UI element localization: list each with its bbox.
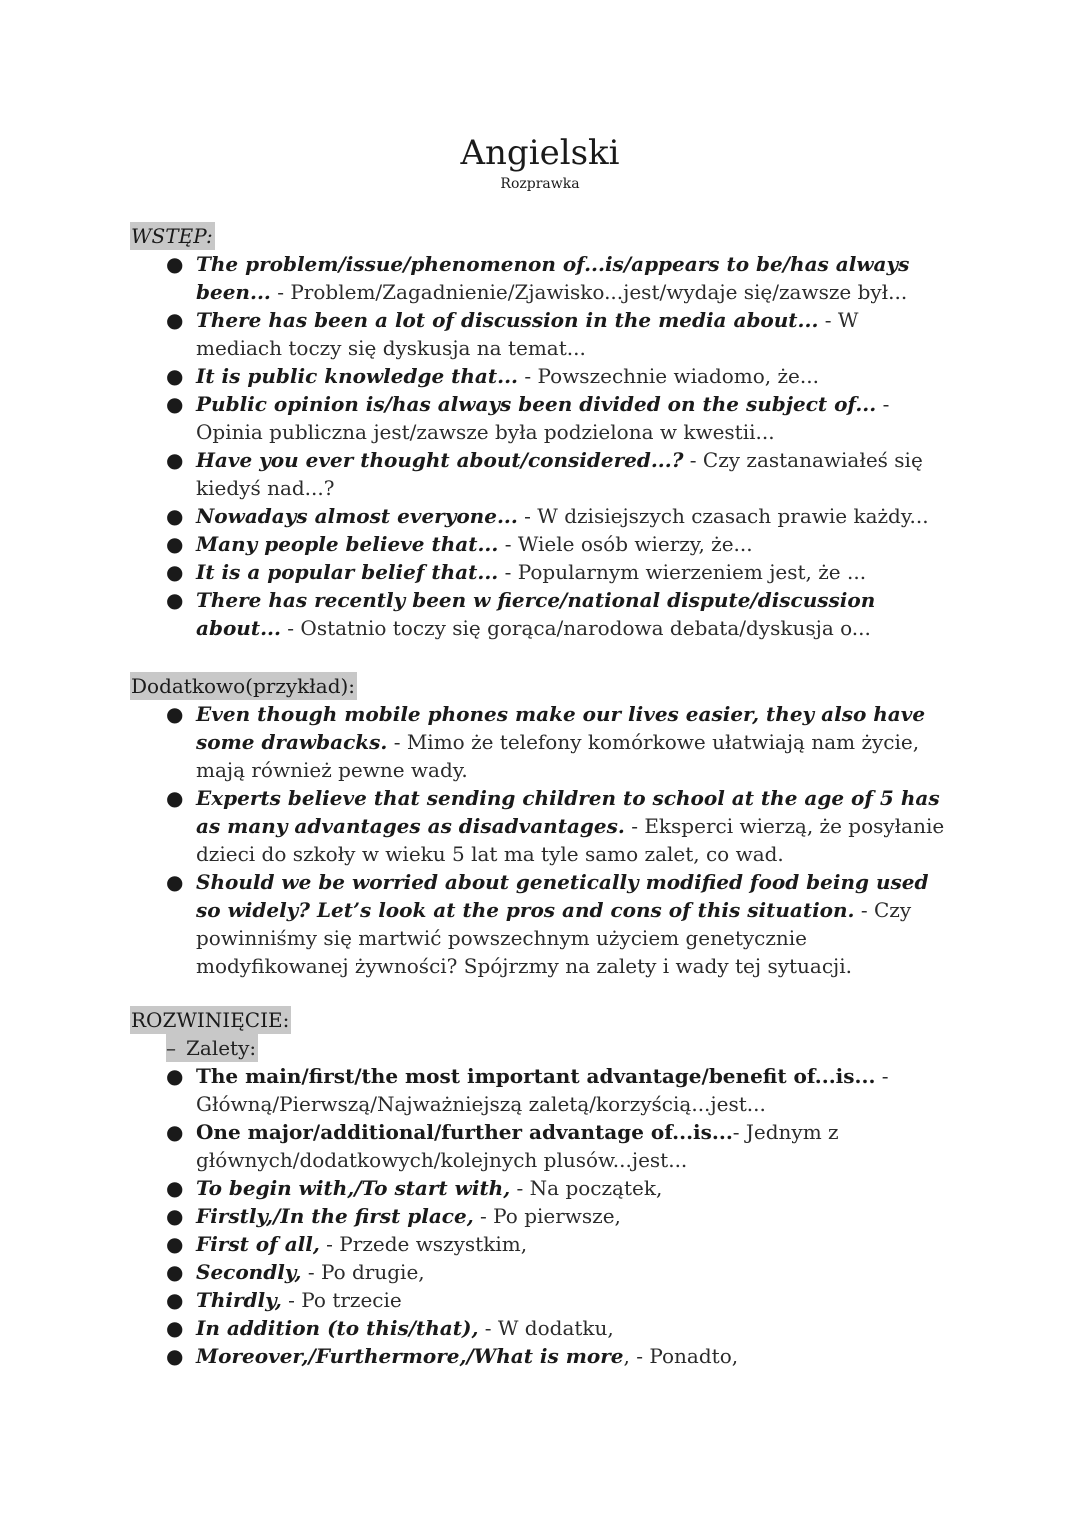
- bullet-icon: ●: [166, 1260, 184, 1284]
- subheading-label: Zalety:: [186, 1036, 257, 1060]
- english-phrase: Experts believe that sending children to school at the age of 5 has as many advantages as disadvantages.: [196, 786, 940, 838]
- bullet-icon: ●: [166, 560, 184, 584]
- bullet-icon: ●: [166, 870, 184, 894]
- polish-translation: - W dzisiejszych czasach prawie każdy...: [517, 504, 929, 528]
- list-item: [130, 558, 950, 586]
- english-phrase: The main/first/the most important advantage/benefit of...is...: [196, 1064, 876, 1088]
- polish-translation: - Ostatnio toczy się gorąca/narodowa debata/dyskusja o...: [280, 616, 871, 640]
- bullet-icon: ●: [166, 532, 184, 556]
- document-title: Angielski: [460, 133, 620, 173]
- bullet-icon: ●: [166, 1064, 184, 1088]
- bullet-icon: ●: [166, 1288, 184, 1312]
- english-phrase: Even though mobile phones make our lives easier, they also have some drawbacks.: [196, 702, 926, 754]
- bullet-icon: ●: [166, 786, 184, 810]
- list-item: [130, 1258, 950, 1286]
- phrase-list: [130, 250, 950, 642]
- list-item: [130, 390, 950, 446]
- bullet-icon: ●: [166, 1344, 184, 1368]
- english-phrase: Should we be worried about genetically modified food being used so widely? Let’s look at the pros and cons of this situation.: [196, 870, 929, 922]
- bullet-icon: ●: [166, 364, 184, 388]
- list-item: [130, 1062, 950, 1118]
- bullet-icon: ●: [166, 702, 184, 726]
- bullet-icon: ●: [166, 1176, 184, 1200]
- dash-marker: –: [166, 1036, 176, 1060]
- list-item: [130, 1202, 950, 1230]
- polish-translation: - Wiele osób wierzy, że...: [498, 532, 753, 556]
- list-item: [130, 446, 950, 502]
- bullet-icon: ●: [166, 504, 184, 528]
- polish-translation: - Problem/Zagadnienie/Zjawisko...jest/wydaje się/zawsze był...: [270, 280, 908, 304]
- english-phrase: There has been a lot of discussion in the media about...: [196, 308, 819, 332]
- english-phrase: Secondly,: [196, 1260, 302, 1284]
- english-phrase: There has recently been w fierce/national dispute/discussion about...: [196, 588, 876, 640]
- section-heading: Dodatkowo(przykład):: [131, 674, 356, 698]
- section-intro: [130, 222, 950, 642]
- english-phrase: Moreover,/Furthermore,/What is more: [196, 1344, 624, 1368]
- english-phrase: Firstly,/In the first place,: [196, 1204, 474, 1228]
- section-heading: ROZWINIĘCIE:: [131, 1008, 290, 1032]
- polish-translation: - Mimo że telefony komórkowe ułatwiają nam życie, mają również pewne wady.: [196, 730, 920, 782]
- polish-translation: - Czy zastanawiałeś się kiedyś nad...?: [196, 448, 923, 500]
- section-examples: [130, 672, 950, 980]
- english-phrase: It is public knowledge that...: [196, 364, 519, 388]
- example-list: [130, 700, 950, 980]
- bullet-icon: ●: [166, 1316, 184, 1340]
- polish-translation: - Powszechnie wiadomo, że...: [518, 364, 819, 388]
- section-heading: WSTĘP:: [131, 224, 213, 248]
- polish-translation: - Po drugie,: [301, 1260, 425, 1284]
- bullet-icon: ●: [166, 1232, 184, 1256]
- bullet-icon: ●: [166, 448, 184, 472]
- list-item: [130, 1230, 950, 1258]
- english-phrase: Have you ever thought about/considered...?: [196, 448, 684, 472]
- polish-translation: , - Ponadto,: [623, 1344, 739, 1368]
- list-item: [130, 502, 950, 530]
- polish-translation: - Główną/Pierwszą/Najważniejszą zaletą/korzyścią...jest...: [196, 1064, 889, 1116]
- english-phrase: It is a popular belief that...: [196, 560, 499, 584]
- list-item: [130, 1286, 950, 1314]
- bullet-icon: ●: [166, 588, 184, 612]
- polish-translation: - Czy powinniśmy się martwić powszechnym użyciem genetycznie modyfikowanej żywności? Spójrzmy na zalety i wady tej sytuacji.: [196, 898, 912, 978]
- english-phrase: Thirdly,: [196, 1288, 282, 1312]
- english-phrase: Public opinion is/has always been divided on the subject of...: [196, 392, 877, 416]
- list-item: [130, 586, 950, 642]
- polish-translation: - Popularnym wierzeniem jest, że ...: [498, 560, 867, 584]
- bullet-icon: ●: [166, 308, 184, 332]
- list-item: [130, 362, 950, 390]
- polish-translation: - Przede wszystkim,: [319, 1232, 528, 1256]
- english-phrase: First of all,: [196, 1232, 320, 1256]
- list-item: [130, 530, 950, 558]
- english-phrase: The problem/issue/phenomenon of...is/appears to be/has always been...: [196, 252, 910, 304]
- polish-translation: - W mediach toczy się dyskusja na temat...: [196, 308, 859, 360]
- list-item: [130, 784, 950, 868]
- polish-translation: - Eksperci wierzą, że posyłanie dzieci do szkoły w wieku 5 lat ma tyle samo zalet, co wad.: [196, 814, 945, 866]
- bullet-icon: ●: [166, 252, 184, 276]
- bullet-icon: ●: [166, 1204, 184, 1228]
- subheading-advantages: [166, 1034, 258, 1062]
- english-phrase: Many people believe that...: [196, 532, 499, 556]
- polish-translation: - W dodatku,: [478, 1316, 614, 1340]
- list-item: [130, 250, 950, 306]
- list-item: [130, 1314, 950, 1342]
- list-item: [130, 1342, 950, 1370]
- english-phrase: In addition (to this/that),: [196, 1316, 479, 1340]
- list-item: [130, 1118, 950, 1174]
- bullet-icon: ●: [166, 392, 184, 416]
- list-item: [130, 700, 950, 784]
- polish-translation: - Opinia publiczna jest/zawsze była podzielona w kwestii...: [196, 392, 890, 444]
- polish-translation: - Na początek,: [510, 1176, 663, 1200]
- phrase-list: [130, 1062, 950, 1370]
- english-phrase: To begin with,/To start with,: [196, 1176, 511, 1200]
- list-item: [130, 306, 950, 362]
- document-subtitle: Rozprawka: [500, 176, 580, 192]
- section-body: [130, 1006, 950, 1370]
- polish-translation: - Jednym z głównych/dodatkowych/kolejnych plusów...jest...: [196, 1120, 839, 1172]
- english-phrase: Nowadays almost everyone...: [196, 504, 518, 528]
- bullet-icon: ●: [166, 1120, 184, 1144]
- list-item: [130, 868, 950, 980]
- polish-translation: - Po pierwsze,: [473, 1204, 621, 1228]
- english-phrase: One major/additional/further advantage of...is...: [196, 1120, 733, 1144]
- polish-translation: - Po trzecie: [281, 1288, 402, 1312]
- list-item: [130, 1174, 950, 1202]
